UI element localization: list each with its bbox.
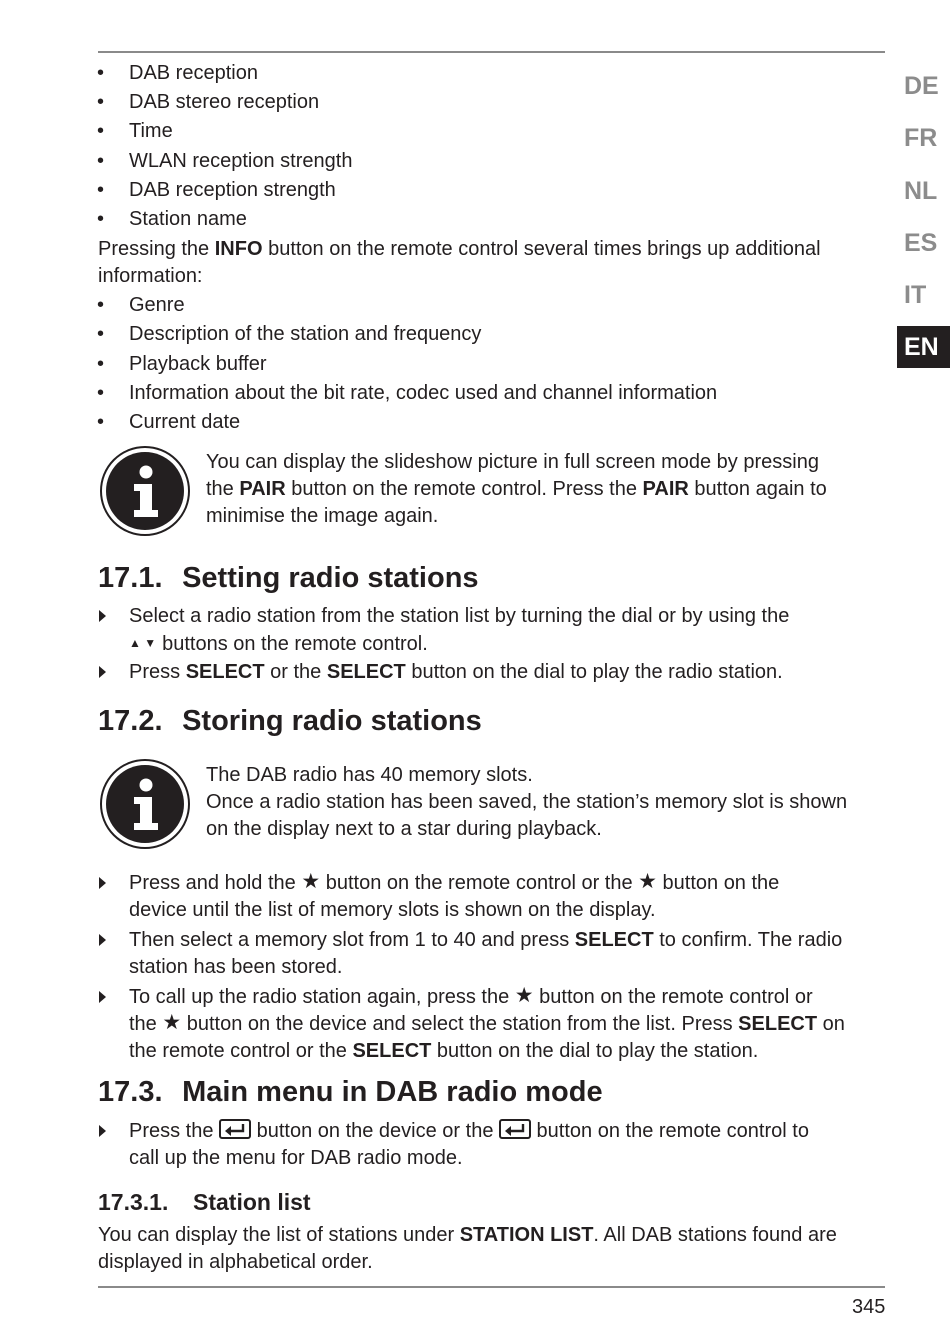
step-text: Press SELECT or the SELECT button on the dial to play the radio station. xyxy=(129,661,783,683)
section-heading-17-3: 17.3. Main menu in DAB radio mode xyxy=(98,1076,603,1108)
list-item: Playback buffer xyxy=(129,353,267,375)
station-list-paragraph: You can display the list of stations under STATION LIST. All DAB stations found are xyxy=(98,1224,837,1246)
step-arrow-icon xyxy=(99,877,106,889)
step-text: Select a radio station from the station list by turning the dial or by using the xyxy=(129,605,790,627)
bullet-icon: • xyxy=(97,150,105,172)
lang-tab-nl[interactable]: NL xyxy=(904,177,938,205)
list-item: DAB stereo reception xyxy=(129,91,320,113)
section-heading-17-1: 17.1. Setting radio stations xyxy=(98,562,479,594)
list-item: Genre xyxy=(129,294,185,316)
bullet-icon: • xyxy=(97,323,105,345)
top-rule xyxy=(98,51,885,53)
subsection-heading-17-3-1: 17.3.1. Station list xyxy=(98,1189,311,1215)
page-number: 345 xyxy=(852,1296,886,1318)
section-heading-17-2: 17.2. Storing radio stations xyxy=(98,705,482,737)
step-arrow-icon xyxy=(99,610,106,622)
step-text: the ★ button on the device and select the station from the list. Press SELECT on xyxy=(129,1011,845,1035)
step-text: device until the list of memory slots is shown on the display. xyxy=(129,899,656,921)
step-text: call up the menu for DAB radio mode. xyxy=(129,1147,463,1169)
note-line: the PAIR button on the remote control. Press the PAIR button again to xyxy=(206,478,827,500)
step-text: Then select a memory slot from 1 to 40 and press SELECT to confirm. The radio xyxy=(129,929,843,951)
star-icon: ★ xyxy=(301,870,321,893)
station-list-paragraph: displayed in alphabetical order. xyxy=(98,1251,373,1273)
step-text: Press the button on the device or the button on the remote control to xyxy=(129,1120,809,1142)
list-item: Information about the bit rate, codec used and channel information xyxy=(129,382,718,404)
bullet-icon: • xyxy=(97,294,105,316)
bullet-icon: • xyxy=(97,382,105,404)
step-text: station has been stored. xyxy=(129,956,343,978)
up-down-arrows-icon: ▲ ▼ xyxy=(129,636,157,650)
bullet-icon: • xyxy=(97,120,105,142)
lang-tab-es[interactable]: ES xyxy=(904,229,938,257)
step-arrow-icon xyxy=(99,991,106,1003)
list-item: WLAN reception strength xyxy=(129,150,353,172)
menu-button-icon xyxy=(499,1119,531,1139)
step-text: Press and hold the ★ button on the remote control or the ★ button on the xyxy=(129,870,780,894)
bullet-icon: • xyxy=(97,179,105,201)
bullet-icon: • xyxy=(97,62,105,84)
lang-tab-en-active[interactable]: EN xyxy=(897,326,950,368)
step-arrow-icon xyxy=(99,934,106,946)
info-icon xyxy=(100,446,190,536)
bullet-icon: • xyxy=(97,208,105,230)
list-item: Time xyxy=(129,120,173,142)
bullet-icon: • xyxy=(97,91,105,113)
bottom-rule xyxy=(98,1286,885,1288)
bullet-icon: • xyxy=(97,353,105,375)
step-arrow-icon xyxy=(99,666,106,678)
step-text: ▲ ▼ buttons on the remote control. xyxy=(129,630,428,658)
lang-tab-it[interactable]: IT xyxy=(904,281,927,309)
list-item: DAB reception strength xyxy=(129,179,336,201)
list-item: Current date xyxy=(129,411,241,433)
note-line: The DAB radio has 40 memory slots. xyxy=(206,764,533,786)
star-icon: ★ xyxy=(162,1011,182,1034)
info-icon xyxy=(100,759,190,849)
note-line: minimise the image again. xyxy=(206,505,439,527)
menu-button-icon xyxy=(219,1119,251,1139)
lang-tab-fr[interactable]: FR xyxy=(904,124,938,152)
note-line: You can display the slideshow picture in full screen mode by pressing xyxy=(206,451,819,473)
info-paragraph-line2: information: xyxy=(98,265,203,287)
note-line: Once a radio station has been saved, the station’s memory slot is shown xyxy=(206,791,848,813)
step-text: To call up the radio station again, press the ★ button on the remote control or xyxy=(129,984,813,1008)
bullet-icon: • xyxy=(97,411,105,433)
list-item: Description of the station and frequency xyxy=(129,323,482,345)
star-icon: ★ xyxy=(514,984,534,1007)
list-item: DAB reception xyxy=(129,62,258,84)
note-line: on the display next to a star during playback. xyxy=(206,818,602,840)
step-text: the remote control or the SELECT button on the dial to play the station. xyxy=(129,1040,759,1062)
lang-tab-de[interactable]: DE xyxy=(904,72,939,100)
star-icon: ★ xyxy=(638,870,657,893)
info-paragraph-line1: Pressing the INFO button on the remote control several times brings up additional xyxy=(98,238,821,260)
step-arrow-icon xyxy=(99,1125,106,1137)
list-item: Station name xyxy=(129,208,247,230)
